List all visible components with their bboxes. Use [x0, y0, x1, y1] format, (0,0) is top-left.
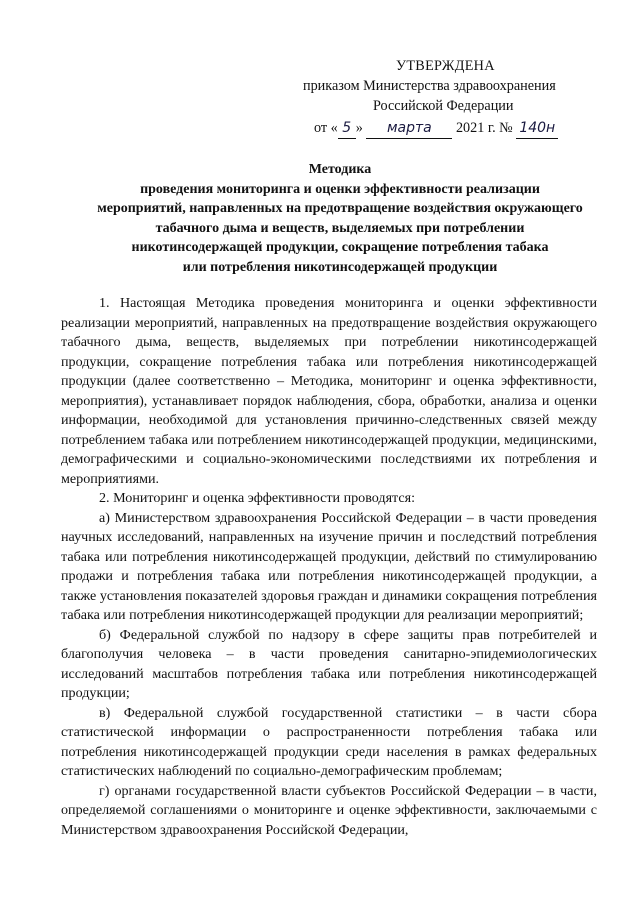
handwritten-day: 5 — [338, 118, 356, 139]
paragraph-1: 1. Настоящая Методика проведения мониторинга и оценки эффективности реализации мероприятий, направленных на предотвращение воздействия окружающего табачного дыма, веществ, выделяемых при потреблении никотинсодержащей продукции, сокращение потребления табака или потребления никотинсодержащей продукции (далее соответственно – Методика, мониторинг и оценка эффективности, мероприятия), устанавливает порядок наблюдения, сбора, обработки, анализа и оценки информации, необходимой для установления причинно-следственных связей между потреблением табака или потреблением никотинсодержащей продукции, медицинскими, демографическими и социально-экономическими последствиями их потребления и мероприятиями. — [61, 295, 597, 487]
date-mid: » — [355, 120, 363, 136]
paragraph-2: 2. Мониторинг и оценка эффективности проводятся: — [99, 490, 416, 506]
document-title — [40, 160, 640, 277]
approval-country-line: Российской Федерации — [373, 98, 514, 114]
handwritten-month: марта — [366, 118, 452, 139]
handwritten-number: 140н — [516, 118, 558, 139]
title-line: проведения мониторинга и оценки эффективности реализации — [140, 181, 540, 197]
paragraph-2b: б) Федеральной службой по надзору в сфере защиты прав потребителей и благополучия человека – в части проведения санитарно-эпидемиологических исследований масштабов потребления табака или потребления никотинсодержащей продукции; — [61, 626, 597, 701]
title-heading: Методика — [308, 162, 372, 177]
approval-order-line: приказом Министерства здравоохранения — [303, 78, 556, 94]
document-body — [61, 294, 597, 840]
date-prefix: от « — [314, 120, 338, 136]
paragraph-2a: а) Министерством здравоохранения Российской Федерации – в части проведения научных исследований, направленных на изучение причин и последствий потребления табака или потребления никотинсодержащей продукции, действий по стимулированию продажи и потребления табака или потребления никотинсодержащей продукции, а также установления показателей здоровья граждан и динамики сокращения потребления табака или потребления никотинсодержащей продукции для реализации мероприятий; — [61, 509, 597, 623]
date-year: 2021 г. № — [455, 120, 513, 136]
paragraph-2d: г) органами государственной власти субъектов Российской Федерации – в части, определяемой соглашениями о мониторинге и оценке эффективности, заключаемыми с Министерством здравоохранения Российской Федерации, — [61, 782, 597, 838]
title-line: или потребления никотинсодержащей продукции — [182, 259, 498, 275]
title-line: мероприятий, направленных на предотвращение воздействия окружающего — [97, 201, 583, 216]
approval-stamp: УТВЕРЖДЕНА — [396, 58, 495, 74]
approval-date-line — [314, 118, 558, 139]
title-line: никотинсодержащей продукции, сокращение потребления табака — [131, 240, 549, 255]
paragraph-2c: в) Федеральной службой государственной статистики – в части сбора статистической информации о распространенности потребления табака или потребления никотинсодержащей продукции среди населения в рамках федеральных статистических наблюдений по социально-демографическим проблемам; — [61, 704, 597, 779]
title-line: табачного дыма и веществ, выделяемых при потреблении — [155, 220, 525, 236]
